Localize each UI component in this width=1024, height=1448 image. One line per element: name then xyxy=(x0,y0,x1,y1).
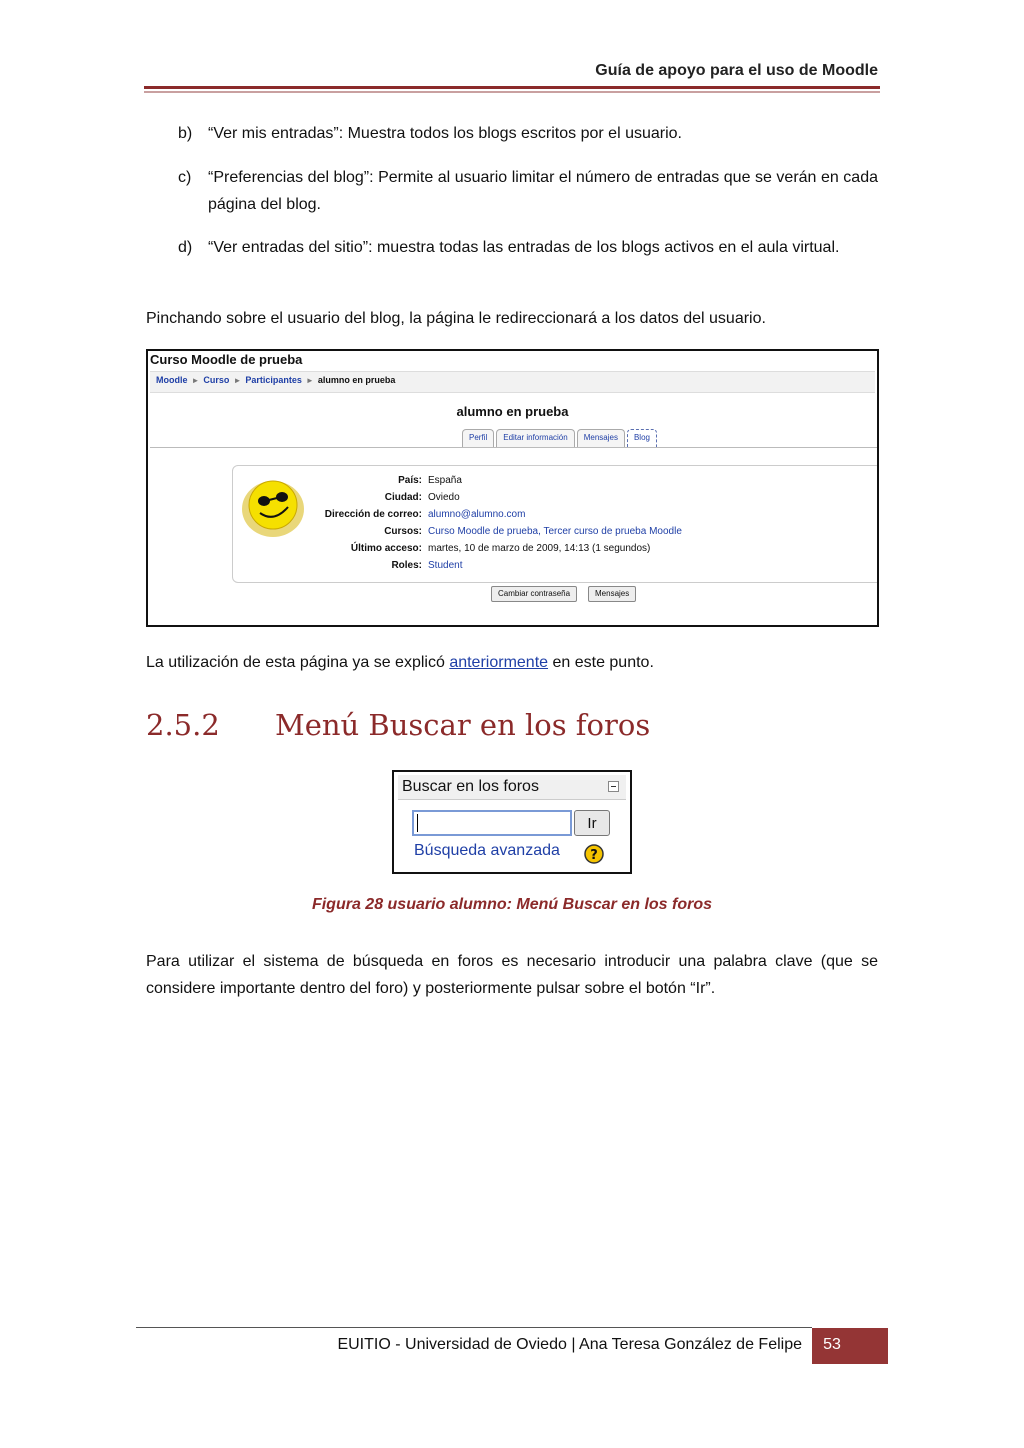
field-value-cursos xyxy=(428,526,682,537)
profile-user-name: alumno en prueba xyxy=(456,404,569,419)
field-label-pais: País: xyxy=(398,475,422,486)
paragraph-text: en este punto. xyxy=(548,654,654,671)
paragraph-utilizacion xyxy=(146,649,878,676)
course-link[interactable]: Curso Moodle de prueba, xyxy=(428,526,541,537)
breadcrumb-arrow-icon: ► xyxy=(305,376,314,385)
course-link[interactable]: Tercer curso de prueba Moodle xyxy=(543,526,682,537)
paragraph-busqueda: Para utilizar el sistema de búsqueda en foros es necesario introducir una palabra clave (que se considere importante dentro del foro) y posteriormente pulsar sobre el botón “Ir”. xyxy=(146,953,878,997)
field-value-pais: España xyxy=(428,475,462,486)
advanced-search-link[interactable]: Búsqueda avanzada xyxy=(414,842,560,859)
footer-rule xyxy=(136,1327,812,1328)
list-text: “Ver entradas del sitio”: muestra todas las entradas de los blogs activos en el aula virtual. xyxy=(208,239,840,256)
section-number: 2.5.2 xyxy=(146,708,220,742)
field-value-correo[interactable]: alumno@alumno.com xyxy=(428,509,526,520)
breadcrumb-link-participantes[interactable]: Participantes xyxy=(245,375,302,385)
field-label-cursos: Cursos: xyxy=(384,526,422,537)
breadcrumb-link-curso[interactable]: Curso xyxy=(203,375,230,385)
list-item xyxy=(178,234,878,261)
search-forums-screenshot xyxy=(392,770,632,874)
block-title: Buscar en los foros xyxy=(402,778,539,795)
breadcrumb-link-moodle[interactable]: Moodle xyxy=(156,375,188,385)
text-caret xyxy=(417,814,418,832)
svg-text:?: ? xyxy=(590,848,598,863)
field-value-roles[interactable]: Student xyxy=(428,560,463,571)
breadcrumb-current: alumno en prueba xyxy=(317,375,396,385)
breadcrumb-arrow-icon: ► xyxy=(191,376,200,385)
tabs-divider xyxy=(150,447,877,448)
messages-button[interactable]: Mensajes xyxy=(588,586,636,602)
field-label-ultimo-acceso: Último acceso: xyxy=(350,543,422,554)
footer-text: EUITIO - Universidad de Oviedo | Ana Teresa González de Felipe xyxy=(337,1336,802,1353)
field-value-ciudad: Oviedo xyxy=(428,492,460,503)
breadcrumb-arrow-icon: ► xyxy=(233,376,242,385)
field-value-ultimo-acceso: martes, 10 de marzo de 2009, 14:13 (1 segundos) xyxy=(428,543,651,554)
search-input[interactable] xyxy=(412,810,572,836)
profile-screenshot xyxy=(146,349,879,627)
go-button[interactable]: Ir xyxy=(574,810,610,836)
page-number: 53 xyxy=(823,1336,841,1353)
paragraph-text: La utilización de esta página ya se explicó xyxy=(146,654,450,671)
list-marker: c) xyxy=(178,169,192,186)
collapse-icon[interactable] xyxy=(608,781,619,792)
running-header-title: Guía de apoyo para el uso de Moodle xyxy=(595,62,878,79)
profile-tabs xyxy=(462,429,659,447)
field-label-roles: Roles: xyxy=(391,560,422,571)
list-text: “Ver mis entradas”: Muestra todos los blogs escritos por el usuario. xyxy=(208,125,682,142)
header-rule xyxy=(144,86,880,89)
help-question-icon[interactable] xyxy=(584,844,604,864)
field-label-ciudad: Ciudad: xyxy=(384,492,422,503)
figure-caption: Figura 28 usuario alumno: Menú Buscar en los foros xyxy=(311,896,713,913)
breadcrumb xyxy=(156,375,395,385)
list-marker: b) xyxy=(178,125,193,142)
list-item xyxy=(178,164,878,218)
tab-blog[interactable]: Blog xyxy=(627,429,657,448)
list-item xyxy=(178,120,878,147)
section-title: Menú Buscar en los foros xyxy=(275,708,651,742)
course-title: Curso Moodle de prueba xyxy=(150,352,303,367)
tab-editar-informacion[interactable]: Editar información xyxy=(496,429,574,447)
tab-perfil[interactable]: Perfil xyxy=(462,429,494,447)
change-password-button[interactable]: Cambiar contraseña xyxy=(491,586,577,602)
paragraph-redirect: Pinchando sobre el usuario del blog, la página le redireccionará a los datos del usuario. xyxy=(146,310,766,327)
field-label-correo: Dirección de correo: xyxy=(324,509,422,520)
tab-mensajes[interactable]: Mensajes xyxy=(577,429,625,447)
list-marker: d) xyxy=(178,239,193,256)
anteriormente-link[interactable]: anteriormente xyxy=(449,654,549,671)
header-rule-thin xyxy=(144,91,880,93)
list-text: “Preferencias del blog”: Permite al usuario limitar el número de entradas que se verán en cada página del blog. xyxy=(208,169,878,213)
